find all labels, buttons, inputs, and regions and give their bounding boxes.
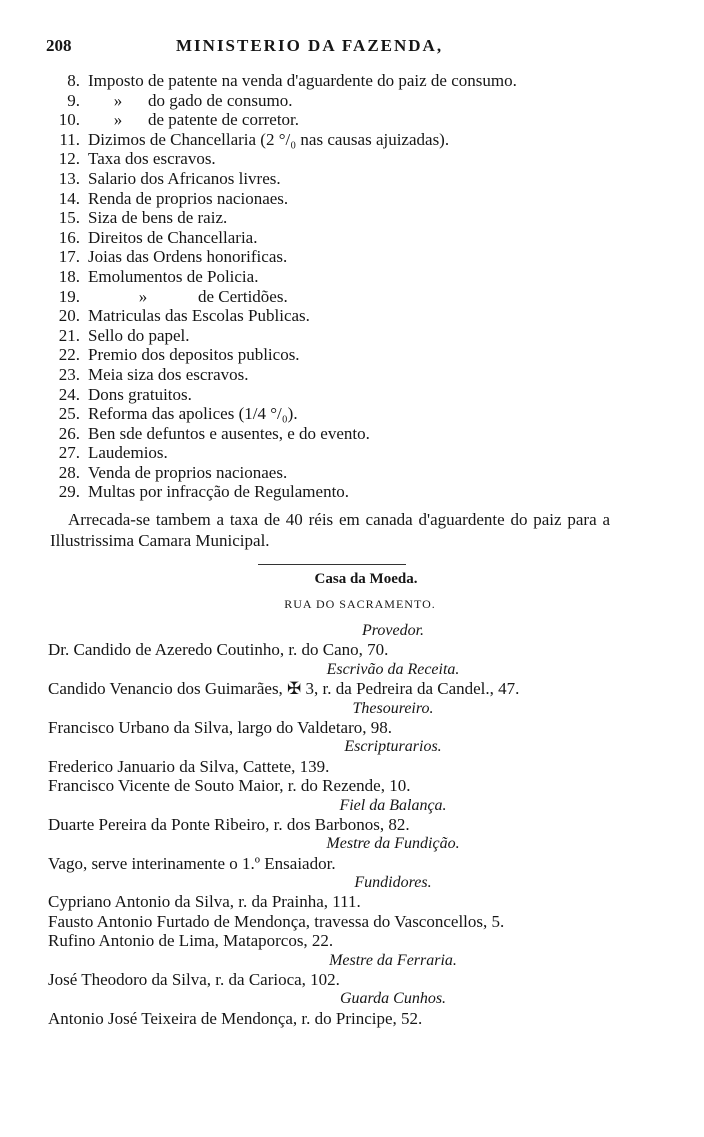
list-item	[44, 482, 664, 502]
item-text: Sello do papel.	[88, 325, 190, 345]
role-heading: Guarda Cunhos.	[339, 990, 447, 1008]
page-header	[46, 36, 606, 58]
list-item	[44, 287, 664, 307]
item-text: Taxa dos escravos.	[88, 149, 216, 169]
role-heading: Fiel da Balança.	[339, 796, 447, 814]
list-item	[44, 306, 664, 326]
item-text: Matriculas das Escolas Publicas.	[88, 306, 310, 326]
list-item	[44, 169, 664, 189]
list-item	[44, 385, 664, 405]
list-item	[44, 189, 664, 209]
list-item	[44, 91, 664, 111]
item-text: de Certidões.	[198, 286, 288, 306]
staff-entry: Frederico Januario da Silva, Cattete, 139.	[48, 756, 330, 776]
staff-list	[48, 621, 688, 1028]
running-title: MINISTERIO DA FAZENDA,	[176, 36, 444, 55]
role-heading: Escripturarios.	[344, 738, 442, 756]
item-number: 19.	[58, 286, 80, 306]
item-text: Emolumentos de Policia.	[88, 266, 259, 286]
item-number: 15.	[58, 208, 80, 228]
list-item	[44, 149, 664, 169]
item-number: 10.	[58, 110, 80, 130]
item-text: Imposto de patente na venda d'aguardente do paiz de consumo.	[88, 71, 517, 90]
staff-entry: Vago, serve interinamente o 1.º Ensaiador.	[48, 853, 336, 873]
note-paragraph: Arrecada-se tambem a taxa de 40 réis em canada d'aguardente do paiz para a Illustrissima Camara Municipal.	[50, 510, 610, 550]
item-text: Salario dos Africanos livres.	[88, 168, 281, 188]
item-number: 17.	[58, 247, 80, 267]
item-text: Multas por infracção de Regulamento.	[88, 482, 350, 502]
staff-entry: Candido Venancio dos Guimarães, ✠ 3, r. da Pedreira da Candel., 47.	[48, 679, 520, 699]
item-text: Joias das Ordens honorificas.	[88, 247, 288, 267]
list-item	[44, 228, 664, 248]
item-number: 9.	[67, 90, 80, 110]
item-text: Venda de proprios nacionaes.	[88, 462, 288, 482]
list-item	[44, 424, 664, 444]
staff-entry: Antonio José Teixeira de Mendonça, r. do Principe, 52.	[48, 1008, 423, 1028]
role-heading: Escrivão da Receita.	[326, 660, 460, 678]
staff-entry: Francisco Vicente de Souto Maior, r. do Rezende, 10.	[48, 776, 411, 796]
staff-entry: Rufino Antonio de Lima, Mataporcos, 22.	[48, 931, 334, 951]
staff-entry: Dr. Candido de Azeredo Coutinho, r. do Cano, 70.	[48, 640, 389, 660]
list-item	[44, 365, 664, 385]
item-number: 23.	[58, 364, 80, 384]
list-item	[44, 463, 664, 483]
role-heading: Mestre da Ferraria.	[329, 951, 457, 969]
item-text: Ben sde defuntos e ausentes, e do evento.	[88, 423, 370, 443]
role-heading: Thesoureiro.	[352, 699, 434, 717]
item-number: 26.	[58, 423, 80, 443]
item-number: 29.	[58, 482, 80, 502]
item-text: de patente de corretor.	[148, 110, 300, 130]
item-number: 25.	[58, 404, 80, 424]
list-item	[44, 247, 664, 267]
item-text: Siza de bens de raiz.	[88, 208, 228, 228]
list-item	[44, 130, 664, 150]
list-item	[44, 443, 664, 463]
list-item	[44, 267, 664, 287]
ditto-mark: »	[138, 286, 148, 306]
item-text: Laudemios.	[88, 443, 168, 463]
item-number: 14.	[58, 188, 80, 208]
item-number: 12.	[58, 149, 80, 169]
staff-entry: Duarte Pereira da Ponte Ribeiro, r. dos Barbonos, 82.	[48, 814, 410, 834]
staff-entry: José Theodoro da Silva, r. da Carioca, 102.	[48, 970, 340, 990]
revenue-list	[44, 71, 664, 502]
item-text: Meia siza dos escravos.	[88, 364, 249, 384]
role-heading: Mestre da Fundição.	[326, 835, 460, 853]
item-number: 22.	[58, 345, 80, 365]
item-number: 13.	[58, 168, 80, 188]
section-title: Casa da Moeda.	[314, 571, 418, 587]
item-text: Direitos de Chancellaria.	[88, 227, 258, 247]
item-number: 11.	[59, 129, 80, 149]
role-heading: Provedor.	[361, 622, 425, 639]
staff-entry: Francisco Urbano da Silva, largo do Valdetaro, 98.	[48, 717, 393, 737]
list-item	[44, 71, 664, 91]
item-text: Renda de proprios nacionaes.	[88, 188, 289, 208]
list-item	[44, 345, 664, 365]
item-number: 21.	[58, 325, 80, 345]
list-item	[44, 110, 664, 130]
ditto-mark: »	[113, 90, 123, 110]
section-divider	[258, 564, 406, 565]
item-number: 8.	[67, 71, 80, 90]
role-heading: Fundidores.	[354, 874, 432, 892]
item-number: 28.	[58, 462, 80, 482]
item-text: do gado de consumo.	[148, 90, 293, 110]
section-address: RUA DO SACRAMENTO.	[284, 597, 436, 611]
item-number: 16.	[58, 227, 80, 247]
list-item	[44, 404, 664, 424]
list-item	[44, 326, 664, 346]
staff-entry: Fausto Antonio Furtado de Mendonça, travessa do Vasconcellos, 5.	[48, 911, 505, 931]
item-number: 18.	[58, 266, 80, 286]
item-number: 24.	[58, 384, 80, 404]
staff-entry: Cypriano Antonio da Silva, r. da Prainha, 111.	[48, 892, 361, 912]
item-text: Dizimos de Chancellaria (2 °/₀ nas causas ajuizadas).	[88, 129, 450, 149]
item-number: 27.	[58, 443, 80, 463]
item-text: Dons gratuitos.	[88, 384, 192, 404]
ditto-mark: »	[113, 110, 123, 130]
item-text: Reforma das apolices (1/4 °/₀).	[88, 404, 298, 424]
list-item	[44, 208, 664, 228]
item-text: Premio dos depositos publicos.	[88, 345, 300, 365]
page-number: 208	[46, 36, 72, 55]
item-number: 20.	[58, 306, 80, 326]
